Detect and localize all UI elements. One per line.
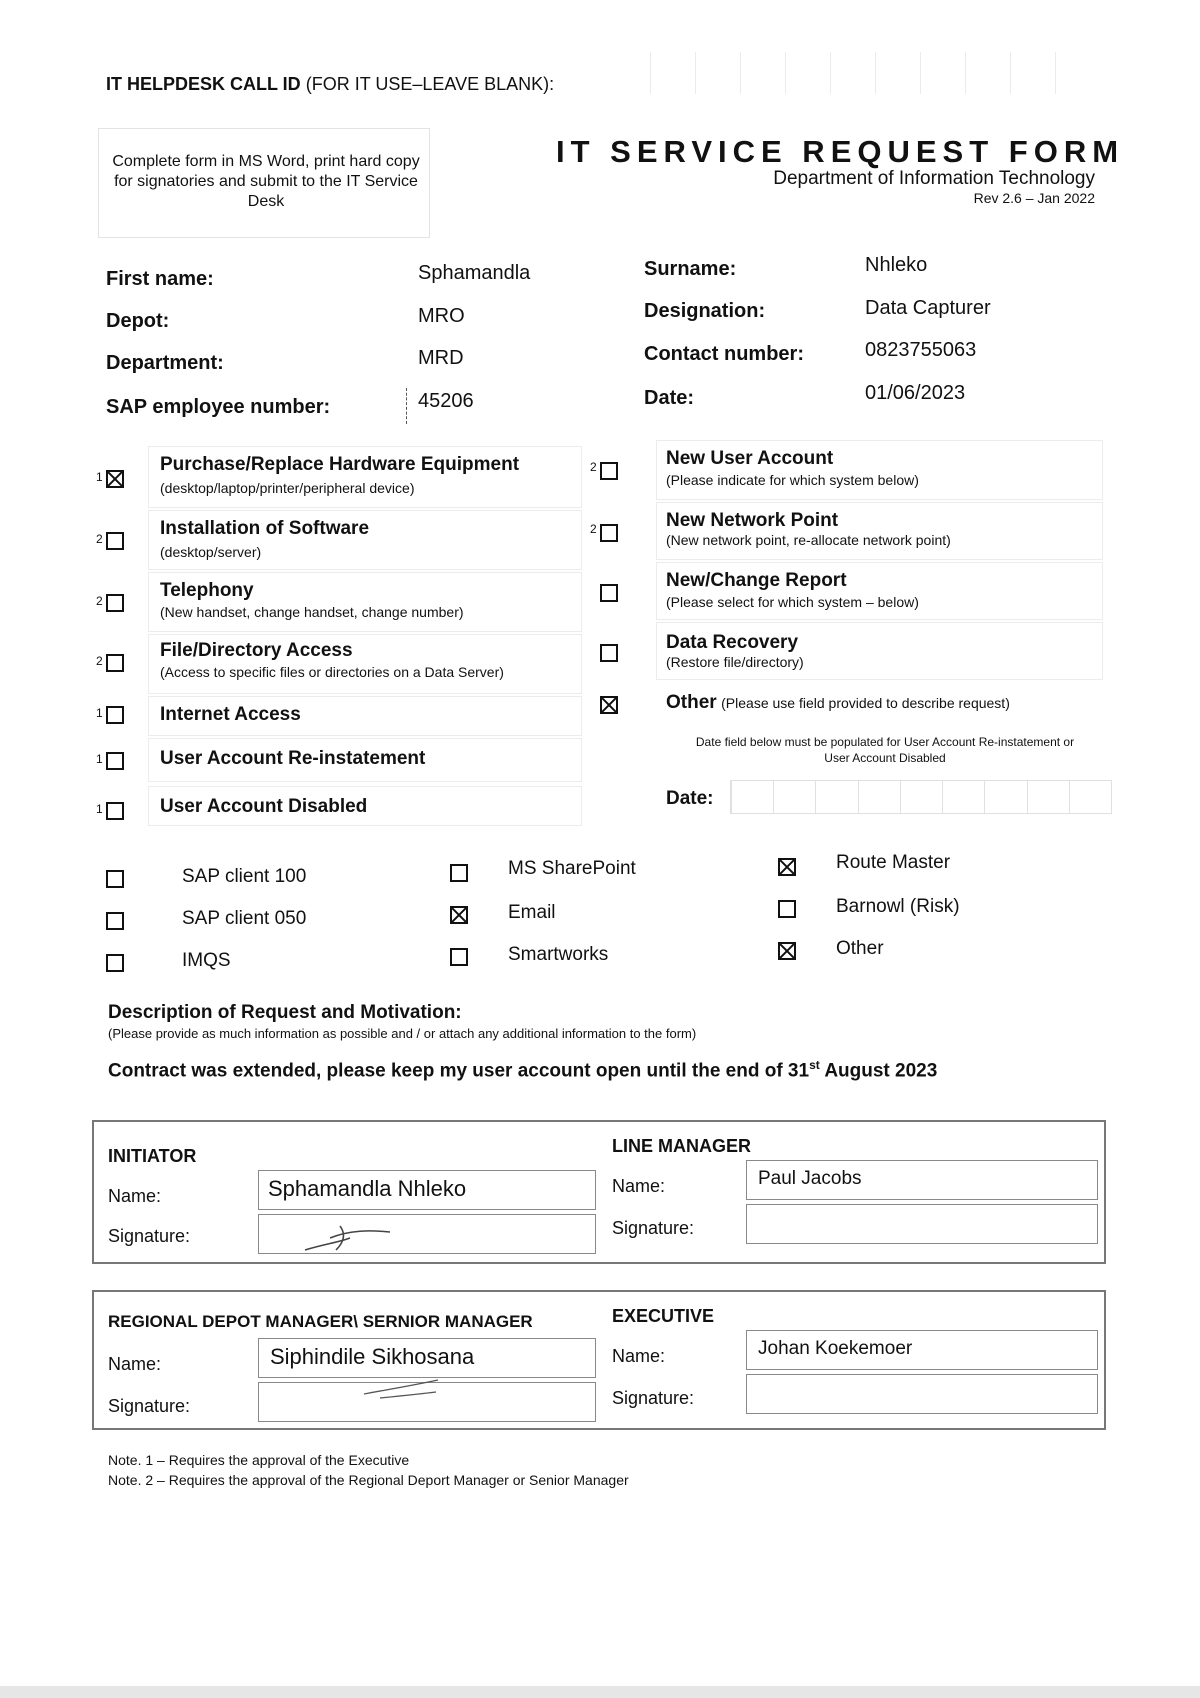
instructions-text: Complete form in MS Word, print hard copy for signatories and submit to the IT Service Desk bbox=[112, 153, 420, 210]
call-id-label: IT HELPDESK CALL ID bbox=[106, 74, 301, 94]
checkbox-disabled[interactable] bbox=[106, 802, 124, 820]
checkbox-recovery[interactable] bbox=[600, 644, 618, 662]
system-imqs: IMQS bbox=[182, 950, 231, 971]
checkbox-sharepoint[interactable] bbox=[450, 864, 468, 882]
description-text-end: August 2023 bbox=[819, 1060, 938, 1082]
option-hardware: Purchase/Replace Hardware Equipment bbox=[160, 454, 520, 475]
checkbox-imqs[interactable] bbox=[106, 954, 124, 972]
description-text-main: Contract was extended, please keep my user account open until the end of 31 bbox=[108, 1060, 810, 1082]
option-software-sub: (desktop/server) bbox=[160, 544, 262, 560]
note-marker: 1 bbox=[96, 470, 103, 484]
option-report-sub: (Please select for which system – below) bbox=[666, 594, 919, 610]
option-software: Installation of Software bbox=[160, 518, 370, 539]
checkbox-sap-100[interactable] bbox=[106, 870, 124, 888]
designation-label: Designation: bbox=[644, 300, 766, 322]
department-name: Department of Information Technology bbox=[773, 168, 1095, 189]
option-recovery-sub: (Restore file/directory) bbox=[666, 654, 804, 670]
system-email: Email bbox=[508, 902, 556, 923]
revision: Rev 2.6 – Jan 2022 bbox=[973, 190, 1095, 206]
regional-name-value: Siphindile Sikhosana bbox=[270, 1344, 475, 1369]
regional-name-label: Name: bbox=[108, 1354, 162, 1374]
checkbox-report[interactable] bbox=[600, 584, 618, 602]
checkbox-software[interactable] bbox=[106, 532, 124, 550]
executive-signature-label: Signature: bbox=[612, 1388, 695, 1408]
line-manager-name-label: Name: bbox=[612, 1176, 666, 1196]
description-heading: Description of Request and Motivation: bbox=[108, 1002, 462, 1023]
department-label: Department: bbox=[106, 352, 224, 374]
description-text[interactable] bbox=[108, 1058, 937, 1082]
checkbox-internet[interactable] bbox=[106, 706, 124, 724]
executive-signature-field[interactable] bbox=[746, 1374, 1098, 1414]
note-marker: 2 bbox=[590, 460, 597, 474]
line-manager-name-value: Paul Jacobs bbox=[758, 1168, 862, 1189]
option-disabled: User Account Disabled bbox=[160, 796, 368, 817]
date-field-note: Date field below must be populated for User Account Re-instatement or User Account Disabled bbox=[695, 735, 1075, 765]
note-marker: 1 bbox=[96, 752, 103, 766]
option-hardware-sub: (desktop/laptop/printer/peripheral device) bbox=[160, 480, 415, 496]
first-name-label: First name: bbox=[106, 268, 214, 290]
system-sharepoint: MS SharePoint bbox=[508, 858, 636, 879]
line-manager-heading: LINE MANAGER bbox=[612, 1136, 751, 1156]
option-new-user-sub: (Please indicate for which system below) bbox=[666, 472, 919, 488]
note-marker: 2 bbox=[96, 654, 103, 668]
contact-label: Contact number: bbox=[644, 343, 804, 365]
system-route-master: Route Master bbox=[836, 852, 951, 873]
note-2: Note. 2 – Requires the approval of the Regional Deport Manager or Senior Manager bbox=[108, 1472, 629, 1488]
description-text-sup: st bbox=[809, 1058, 820, 1072]
date-field-label: Date: bbox=[666, 788, 714, 809]
regional-signature-label: Signature: bbox=[108, 1396, 191, 1416]
note-marker: 1 bbox=[96, 706, 103, 720]
executive-name-label: Name: bbox=[612, 1346, 666, 1366]
system-other: Other bbox=[836, 938, 884, 959]
checkbox-other-system[interactable] bbox=[778, 942, 796, 960]
checkbox-smartworks[interactable] bbox=[450, 948, 468, 966]
executive-heading: EXECUTIVE bbox=[612, 1306, 715, 1326]
option-other-title: Other bbox=[666, 692, 717, 713]
description-hint: (Please provide as much information as possible and / or attach any additional information to the form) bbox=[108, 1026, 697, 1041]
depot-label: Depot: bbox=[106, 310, 170, 332]
note-1: Note. 1 – Requires the approval of the Executive bbox=[108, 1452, 410, 1468]
checkbox-sap-050[interactable] bbox=[106, 912, 124, 930]
option-network-sub: (New network point, re-allocate network point) bbox=[666, 532, 951, 548]
date-value[interactable]: 01/06/2023 bbox=[865, 382, 966, 404]
checkbox-route-master[interactable] bbox=[778, 858, 796, 876]
option-internet: Internet Access bbox=[160, 704, 301, 725]
sap-value[interactable]: 45206 bbox=[418, 390, 474, 412]
initiator-heading: INITIATOR bbox=[108, 1146, 197, 1166]
system-sap-050: SAP client 050 bbox=[182, 908, 307, 929]
call-id-line bbox=[106, 74, 554, 95]
department-value[interactable]: MRD bbox=[418, 347, 464, 369]
form-title: IT SERVICE REQUEST FORM bbox=[556, 134, 1125, 169]
depot-value[interactable]: MRO bbox=[418, 305, 465, 327]
initiator-name-label: Name: bbox=[108, 1186, 162, 1206]
option-telephony-sub: (New handset, change handset, change number) bbox=[160, 604, 464, 620]
note-marker: 1 bbox=[96, 802, 103, 816]
option-file-access: File/Directory Access bbox=[160, 640, 353, 661]
initiator-signature-label: Signature: bbox=[108, 1226, 191, 1246]
date-label: Date: bbox=[644, 387, 695, 409]
executive-name-value: Johan Koekemoer bbox=[758, 1338, 913, 1359]
option-other-request bbox=[666, 692, 1010, 714]
checkbox-new-user[interactable] bbox=[600, 462, 618, 480]
checkbox-file-access[interactable] bbox=[106, 654, 124, 672]
option-file-access-sub: (Access to specific files or directories on a Data Server) bbox=[160, 664, 504, 680]
date-field-grid[interactable] bbox=[730, 780, 1112, 814]
scan-shadow bbox=[0, 1686, 1200, 1698]
checkbox-barnowl[interactable] bbox=[778, 900, 796, 918]
option-reinstatement: User Account Re-instatement bbox=[160, 748, 426, 769]
system-smartworks: Smartworks bbox=[508, 944, 609, 965]
note-marker: 2 bbox=[96, 594, 103, 608]
option-recovery: Data Recovery bbox=[666, 632, 799, 653]
checkbox-other-request[interactable] bbox=[600, 696, 618, 714]
option-other-sub: (Please use field provided to describe request) bbox=[721, 695, 1010, 711]
system-barnowl: Barnowl (Risk) bbox=[836, 896, 960, 917]
option-report: New/Change Report bbox=[666, 570, 847, 591]
regional-heading: REGIONAL DEPOT MANAGER\ SERNIOR MANAGER bbox=[108, 1312, 533, 1331]
note-marker: 2 bbox=[96, 532, 103, 546]
call-id-note: (FOR IT USE–LEAVE BLANK): bbox=[305, 74, 555, 94]
option-new-user: New User Account bbox=[666, 448, 834, 469]
initiator-name-value: Sphamandla Nhleko bbox=[268, 1176, 467, 1201]
sap-label: SAP employee number: bbox=[106, 396, 331, 418]
surname-label: Surname: bbox=[644, 258, 737, 280]
regional-signature-mark bbox=[360, 1374, 450, 1404]
checkbox-reinstatement[interactable] bbox=[106, 752, 124, 770]
surname-value[interactable]: Nhleko bbox=[865, 254, 928, 276]
option-network: New Network Point bbox=[666, 510, 839, 531]
checkbox-hardware[interactable] bbox=[106, 470, 124, 488]
initiator-signature-mark bbox=[300, 1216, 410, 1256]
checkbox-network[interactable] bbox=[600, 524, 618, 542]
note-marker: 2 bbox=[590, 522, 597, 536]
contact-value[interactable]: 0823755063 bbox=[865, 339, 977, 361]
option-telephony: Telephony bbox=[160, 580, 254, 601]
call-id-grid bbox=[650, 52, 1100, 94]
line-manager-signature-label: Signature: bbox=[612, 1218, 695, 1238]
designation-value[interactable]: Data Capturer bbox=[865, 297, 991, 319]
checkbox-email[interactable] bbox=[450, 906, 468, 924]
checkbox-telephony[interactable] bbox=[106, 594, 124, 612]
line-manager-signature-field[interactable] bbox=[746, 1204, 1098, 1244]
sap-divider bbox=[406, 388, 408, 424]
first-name-value[interactable]: Sphamandla bbox=[418, 262, 531, 284]
system-sap-100: SAP client 100 bbox=[182, 866, 307, 887]
